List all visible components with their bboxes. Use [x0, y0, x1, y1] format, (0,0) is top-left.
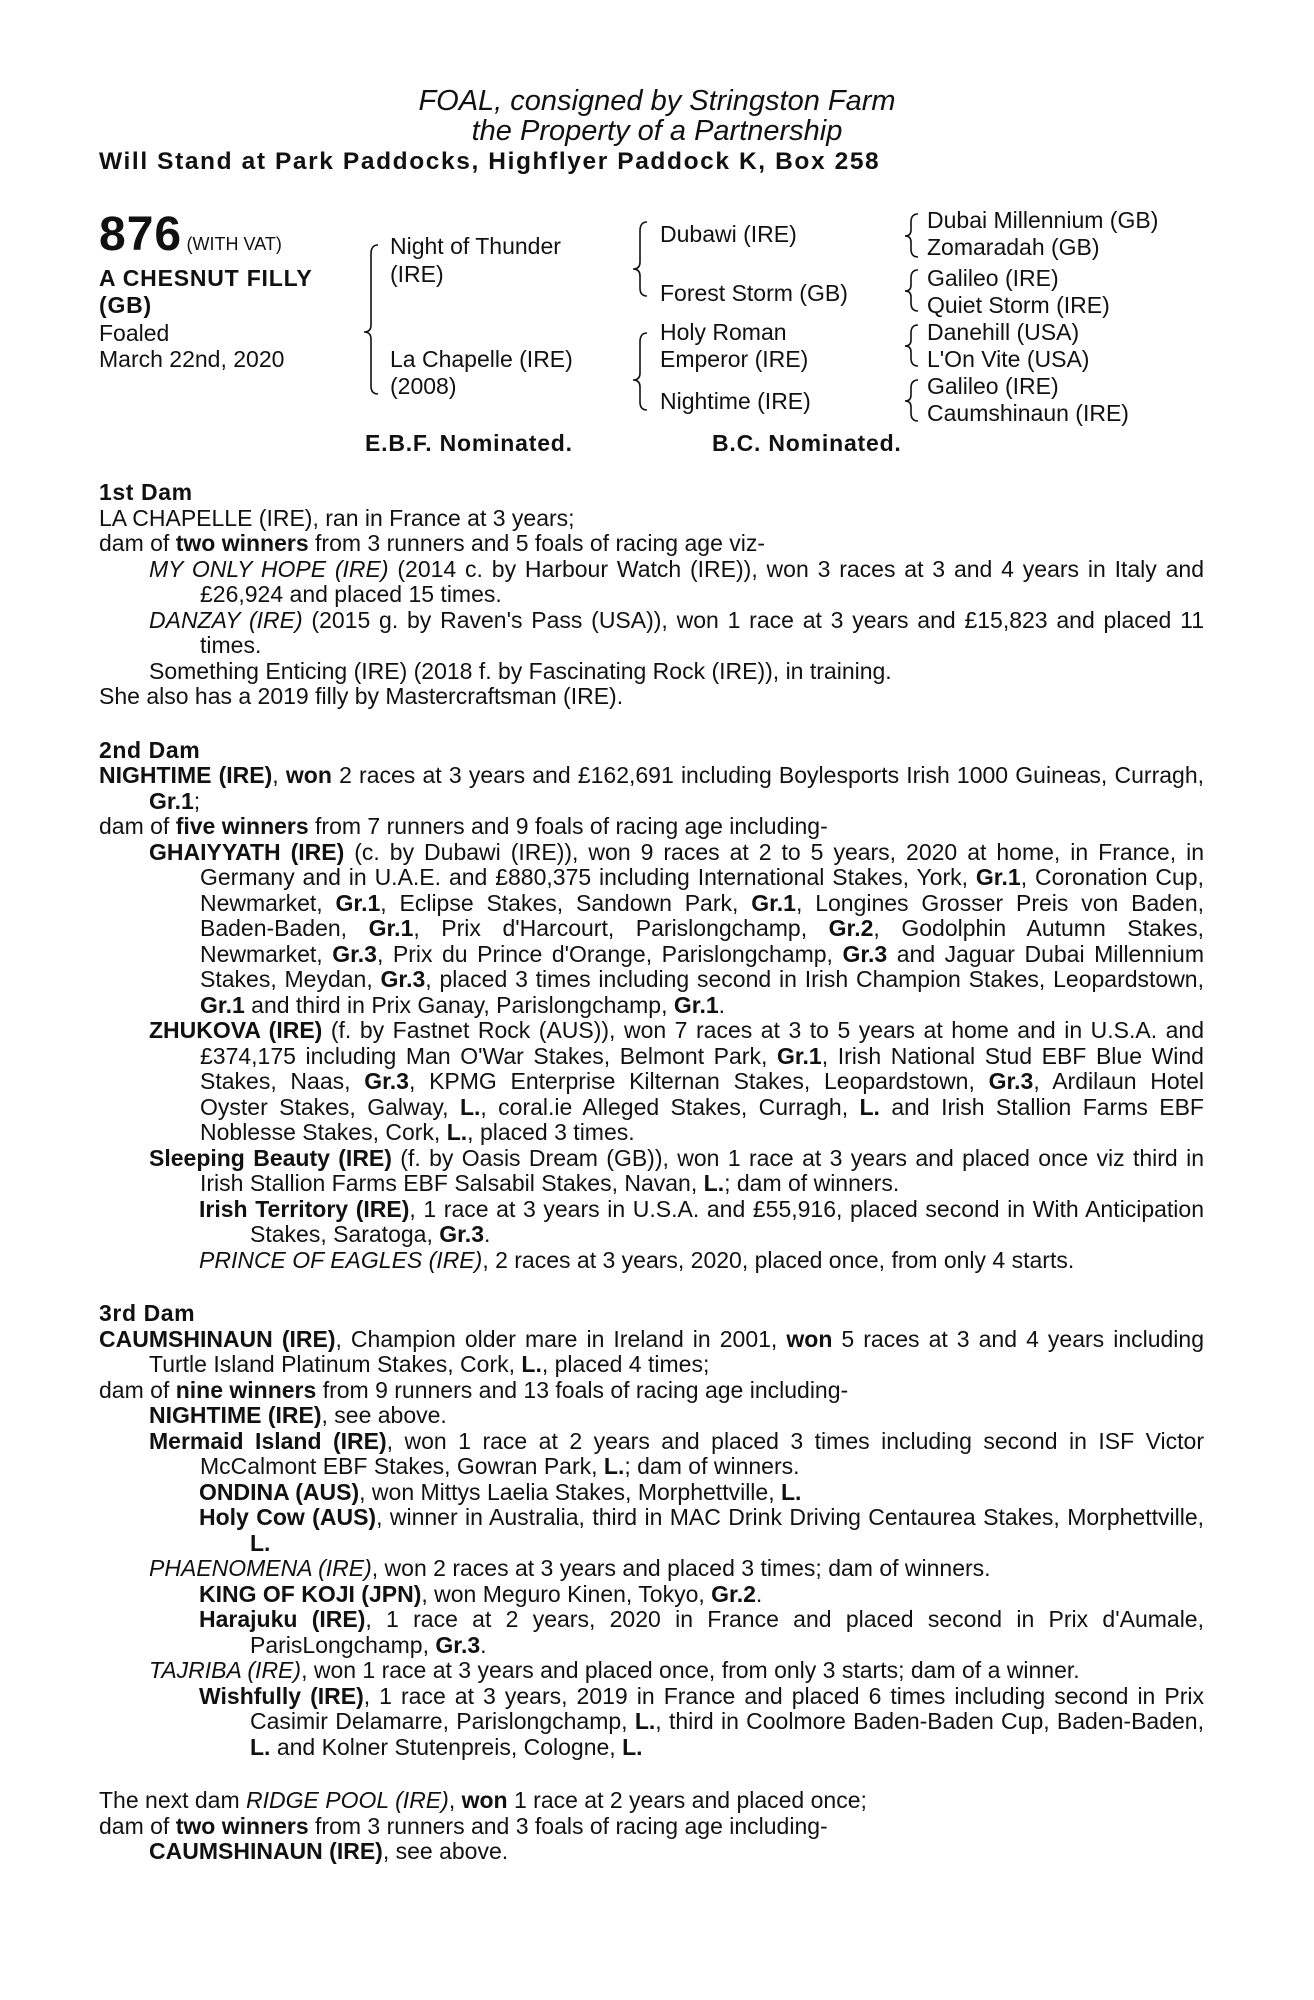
gen3-ssd: Zomaradah (GB)	[927, 234, 1100, 260]
produce-entry: Something Enticing (IRE) (2018 f. by Fascinating Rock (IRE)), in training.	[149, 657, 892, 684]
next-dam-summary: The next dam RIDGE POOL (IRE), won 1 race at 2 years and placed once;	[99, 1787, 867, 1813]
gen3-dss: Danehill (USA)	[927, 319, 1080, 345]
produce-entry: TAJRIBA (IRE), won 1 race at 3 years and placed once, from only 3 starts; dam of a winner.	[149, 1657, 1080, 1683]
dam-dam: Nightime (IRE)	[660, 388, 811, 414]
gen3-sss: Dubai Millennium (GB)	[927, 207, 1159, 233]
third-dam-produce-summary: dam of nine winners from 9 runners and 13 foals of racing age including-	[99, 1376, 849, 1403]
produce-entry: Harajuku (IRE), 1 race at 2 years, 2020 in France and placed second in Prix d'Aumale, ParisLongchamp, Gr.3.	[199, 1606, 1204, 1658]
second-dam-heading: 2nd Dam	[99, 736, 201, 763]
dam-name-line1: La Chapelle (IRE)	[390, 346, 573, 372]
gen3-dsd: L'On Vite (USA)	[927, 346, 1090, 372]
produce-entry: KING OF KOJI (JPN), won Meguro Kinen, Tokyo, Gr.2.	[199, 1580, 763, 1607]
produce-entry: Mermaid Island (IRE), won 1 race at 2 years and placed 3 times including second in ISF Victor McCalmont EBF Stakes, Gowran Park, L.; dam of winners.	[149, 1427, 1204, 1479]
dam-sire-line1: Holy Roman	[660, 319, 787, 345]
produce-entry: Irish Territory (IRE), 1 race at 3 years in U.S.A. and £55,916, placed second in With Anticipation Stakes, Saratoga, Gr.3.	[199, 1195, 1204, 1247]
produce-entry: Holy Cow (AUS), winner in Australia, third in MAC Drink Driving Centaurea Stakes, Morphettville, L.	[199, 1504, 1204, 1556]
produce-entry: PRINCE OF EAGLES (IRE), 2 races at 3 years, 2020, placed once, from only 4 starts.	[199, 1246, 1075, 1273]
produce-entry: ONDINA (AUS), won Mittys Laelia Stakes, Morphettville, L.	[199, 1478, 802, 1505]
third-dam-heading: 3rd Dam	[99, 1300, 196, 1326]
produce-note: She also has a 2019 filly by Mastercraftsman (IRE).	[99, 683, 624, 709]
foaled-date: March 22nd, 2020	[99, 346, 285, 372]
sire-name-line1: Night of Thunder	[390, 233, 561, 259]
stabling-line: Will Stand at Park Paddocks, Highflyer Paddock K, Box 258	[99, 148, 881, 175]
bc-nominated: B.C. Nominated.	[712, 430, 902, 456]
produce-entry: ZHUKOVA (IRE) (f. by Fastnet Rock (AUS)), won 7 races at 3 to 5 years at home and in U.S.A. and £374,175 including Man O'War Stakes, Belmont Park, Gr.1, Irish National Stud EBF Blue Wind Stakes, Naas, Gr.3, KPMG Enterprise Kilternan Stakes, Leopardstown, Gr.3, Ardilaun Hotel Oyster Stakes, Galway, L., coral.ie Alleged Stakes, Curragh, L. and Irish Stallion Farms EBF Noblesse Stakes, Cork, L., placed 3 times.	[149, 1017, 1204, 1145]
gen3-sdd: Quiet Storm (IRE)	[927, 292, 1110, 318]
lot-name-line2: (GB)	[99, 292, 153, 318]
produce-entry: PHAENOMENA (IRE), won 2 races at 3 years and placed 3 times; dam of winners.	[149, 1555, 991, 1581]
first-dam-heading: 1st Dam	[99, 479, 193, 505]
second-dam-produce-summary: dam of five winners from 7 runners and 9 foals of racing age including-	[99, 813, 828, 839]
property-line: the Property of a Partnership	[471, 115, 843, 147]
next-dam-produce-summary: dam of two winners from 3 runners and 3 foals of racing age including-	[99, 1812, 828, 1839]
produce-entry: MY ONLY HOPE (IRE) (2014 c. by Harbour Watch (IRE)), won 3 races at 3 and 4 years in Italy and £26,924 and placed 15 times.	[149, 555, 1204, 607]
produce-entry: NIGHTIME (IRE), see above.	[149, 1402, 447, 1428]
foaled-label: Foaled	[99, 320, 170, 346]
first-dam-summary: LA CHAPELLE (IRE), ran in France at 3 years;	[99, 504, 575, 531]
gen3-dds: Galileo (IRE)	[927, 373, 1059, 399]
lot-name-line1: A CHESNUT FILLY	[99, 265, 313, 291]
second-dam-summary: NIGHTIME (IRE), won 2 races at 3 years and £162,691 including Boylesports Irish 1000 Guineas, Curragh, Gr.1;	[99, 762, 1204, 814]
sire-sire: Dubawi (IRE)	[660, 221, 797, 247]
produce-entry: GHAIYYATH (IRE) (c. by Dubawi (IRE)), won 9 races at 2 to 5 years, 2020 at home, in France, in Germany and in U.A.E. and £880,375 including International Stakes, York, Gr.1, Coronation Cup, Newmarket, Gr.1, Eclipse Stakes, Sandown Park, Gr.1, Longines Grosser Preis von Baden, Baden-Baden, Gr.1, Prix d'Harcourt, Parislongchamp, Gr.2, Godolphin Autumn Stakes, Newmarket, Gr.3, Prix du Prince d'Orange, Parislongchamp, Gr.3 and Jaguar Dubai Millennium Stakes, Meydan, Gr.3, placed 3 times including second in Irish Champion Stakes, Leopardstown, Gr.1 and third in Prix Ganay, Parislongchamp, Gr.1.	[149, 838, 1205, 1018]
third-dam-summary: CAUMSHINAUN (IRE), Champion older mare in Ireland in 2001, won 5 races at 3 and 4 years including Turtle Island Platinum Stakes, Cork, L., placed 4 times;	[99, 1325, 1204, 1377]
gen3-sds: Galileo (IRE)	[927, 265, 1059, 291]
produce-entry: Sleeping Beauty (IRE) (f. by Oasis Dream (GB)), won 1 race at 3 years and placed once viz third in Irish Stallion Farms EBF Salsabil Stakes, Navan, L.; dam of winners.	[149, 1144, 1204, 1196]
sire-name-line2: (IRE)	[390, 261, 444, 287]
lot-number: 876	[99, 208, 183, 261]
vat-note: (WITH VAT)	[186, 234, 282, 254]
sire-dam: Forest Storm (GB)	[660, 280, 848, 306]
dam-sire-line2: Emperor (IRE)	[660, 346, 809, 372]
gen3-ddd: Caumshinaun (IRE)	[927, 400, 1129, 426]
first-dam-produce-summary: dam of two winners from 3 runners and 5 foals of racing age viz-	[99, 530, 766, 556]
catalogue-body	[99, 480, 1204, 1865]
produce-entry: CAUMSHINAUN (IRE), see above.	[149, 1838, 509, 1864]
consignor-line: FOAL, consigned by Stringston Farm	[418, 85, 896, 117]
produce-entry: DANZAY (IRE) (2015 g. by Raven's Pass (USA)), won 1 race at 3 years and £15,823 and placed 11 times.	[149, 606, 1204, 658]
dam-name-line2: (2008)	[390, 373, 457, 399]
produce-entry: Wishfully (IRE), 1 race at 3 years, 2019 in France and placed 6 times including second in Prix Casimir Delamarre, Parislongchamp, L., third in Coolmore Baden-Baden Cup, Baden-Baden, L. and Kolner Stutenpreis, Cologne, L.	[199, 1682, 1204, 1760]
ebf-nominated: E.B.F. Nominated.	[365, 430, 573, 456]
